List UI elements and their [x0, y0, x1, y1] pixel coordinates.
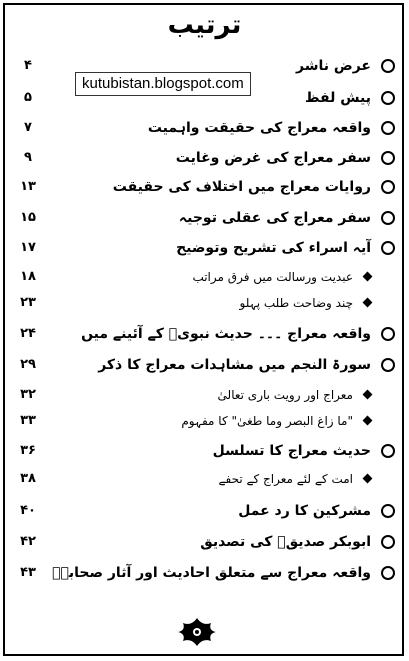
toc-entry: [0, 292, 409, 314]
circle-bullet-icon: [381, 121, 395, 135]
diamond-bullet-icon: [363, 416, 373, 426]
toc-entry-page: ۴۰: [20, 503, 36, 518]
ornament-icon: [174, 616, 220, 648]
toc-entry-text: آیہ اسراء کی تشریح وتوضیح: [176, 240, 371, 256]
toc-entry-page: ۳۲: [20, 387, 36, 402]
circle-bullet-icon: [381, 535, 395, 549]
toc-entry: [0, 384, 409, 406]
toc-entry-page: ۱۳: [20, 179, 36, 194]
toc-entry: [0, 354, 409, 376]
toc-entry-page: ۴۲: [20, 534, 36, 549]
toc-entry-text: عرض ناشر: [296, 58, 371, 74]
toc-entry: [0, 323, 409, 345]
toc-entry-text: روایات معراج میں اختلاف کی حقیقت: [112, 179, 371, 195]
toc-entry-text: عبدیت ورسالت میں فرق مراتب: [192, 270, 353, 284]
toc-entry-page: ۱۷: [20, 240, 36, 255]
page-title: ترتیب: [167, 10, 242, 40]
diamond-bullet-icon: [363, 390, 373, 400]
circle-bullet-icon: [381, 91, 395, 105]
toc-entry-text: معراج اور رویت باری تعالیٰ: [217, 388, 353, 402]
toc-entry-text: پیش لفظ: [305, 90, 371, 106]
toc-entry: [0, 410, 409, 432]
toc-entry-text: سفر معراج کی غرض وغایت: [175, 150, 371, 166]
watermark: kutubistan.blogspot.com: [75, 72, 251, 96]
toc-entry: [0, 468, 409, 490]
toc-entry-page: ۴۳: [20, 565, 36, 580]
circle-bullet-icon: [381, 180, 395, 194]
toc-entry: [0, 207, 409, 229]
circle-bullet-icon: [381, 566, 395, 580]
toc-entry-page: ۲۹: [20, 357, 36, 372]
toc-entry-text: واقعہ معراج ۔۔۔ حدیث نبویؐ کے آئینے میں: [81, 326, 371, 342]
toc-entry-page: ۱۵: [20, 210, 36, 225]
toc-entry: [0, 237, 409, 259]
toc-entry-text: مشرکین کا رد عمل: [238, 503, 371, 519]
toc-entry: [0, 117, 409, 139]
circle-bullet-icon: [381, 444, 395, 458]
toc-entry: [0, 531, 409, 553]
circle-bullet-icon: [381, 358, 395, 372]
toc-entry-text: واقعہ معراج سے متعلق احادیث اور آثار صحابہؓ: [52, 565, 371, 581]
toc-entry: [0, 147, 409, 169]
toc-entry-page: ۲۳: [20, 295, 36, 310]
circle-bullet-icon: [381, 504, 395, 518]
toc-entry-page: ۵: [24, 90, 32, 105]
diamond-bullet-icon: [363, 298, 373, 308]
toc-entry-text: امت کے لئے معراج کے تحفے: [218, 472, 353, 486]
circle-bullet-icon: [381, 327, 395, 341]
circle-bullet-icon: [381, 59, 395, 73]
toc-entry-page: ۷: [24, 120, 32, 135]
toc-entry-page: ۳۶: [20, 443, 36, 458]
toc-entry: [0, 500, 409, 522]
toc-entry-text: سورۃ النجم میں مشاہدات معراج کا ذکر: [98, 357, 371, 373]
toc-entry-text: حدیث معراج کا تسلسل: [212, 443, 371, 459]
diamond-bullet-icon: [363, 474, 373, 484]
toc-entry-text: سفر معراج کی عقلی توجیہ: [178, 210, 371, 226]
toc-entry-text: چند وضاحت طلب پہلو: [239, 296, 353, 310]
toc-entry: [0, 176, 409, 198]
toc-entry-text: "ما زاغ البصر وما طغیٰ" کا مفہوم: [181, 414, 353, 428]
toc-entry-page: ۳۸: [20, 471, 36, 486]
toc-entry-page: ۳۳: [20, 413, 36, 428]
circle-bullet-icon: [381, 241, 395, 255]
circle-bullet-icon: [381, 151, 395, 165]
toc-entry: [0, 440, 409, 462]
toc-entry: [0, 562, 409, 584]
circle-bullet-icon: [381, 211, 395, 225]
toc-entry-page: ۱۸: [20, 269, 36, 284]
toc-entry-page: ۲۴: [20, 326, 36, 341]
toc-entry-page: ۹: [24, 150, 32, 165]
toc-entry-page: ۴: [24, 58, 32, 73]
toc-entry-text: واقعہ معراج کی حقیقت واہمیت: [147, 120, 371, 136]
toc-entry: [0, 266, 409, 288]
diamond-bullet-icon: [363, 272, 373, 282]
toc-entry-text: ابوبکر صدیقؓ کی تصدیق: [200, 534, 371, 550]
